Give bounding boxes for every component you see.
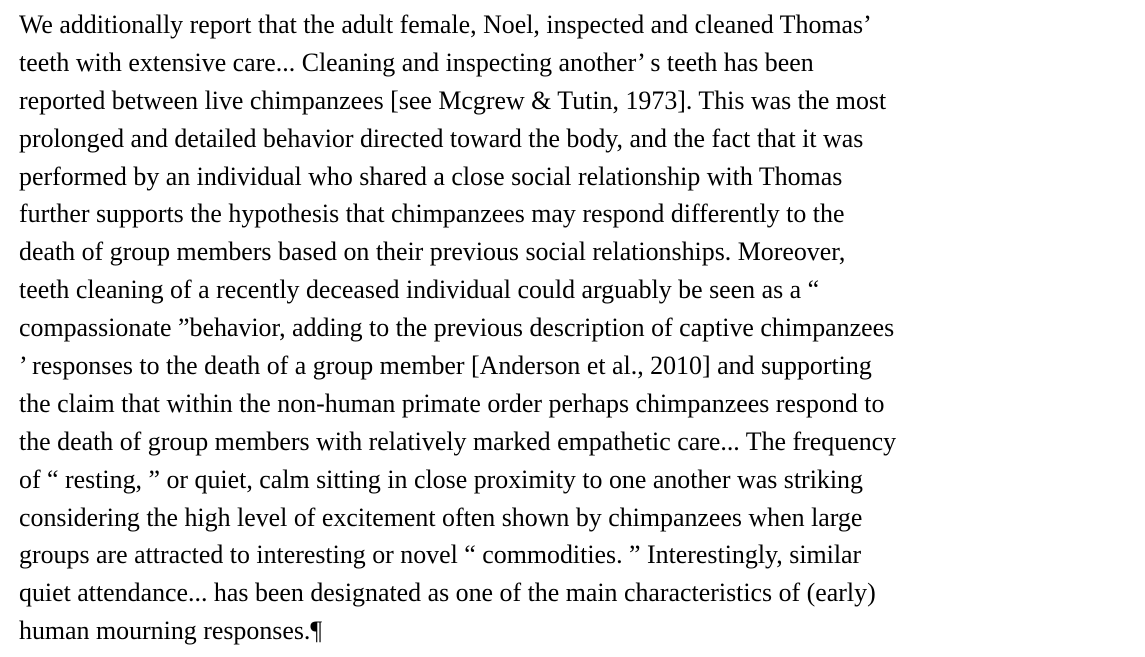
last-line-text: human mourning responses. <box>19 616 311 646</box>
last-text-line <box>19 612 1137 650</box>
paragraph[interactable] <box>19 6 1141 650</box>
text-line: of “ resting, ” or quiet, calm sitting in close proximity to one another was striking <box>19 464 863 494</box>
text-line: ’ responses to the death of a group member [Anderson et al., 2010] and supporting <box>19 351 872 381</box>
text-line: quiet attendance... has been designated as one of the main characteristics of (early) <box>19 578 876 608</box>
text-line: We additionally report that the adult female, Noel, inspected and cleaned Thomas’ <box>19 10 872 39</box>
text-line: prolonged and detailed behavior directed toward the body, and the fact that it was <box>19 123 864 153</box>
text-line: performed by an individual who shared a close social relationship with Thomas <box>19 161 843 191</box>
text-line: teeth with extensive care... Cleaning and inspecting another’ s teeth has been <box>19 47 814 77</box>
text-line: compassionate ”behavior, adding to the previous description of captive chimpanzees <box>19 313 895 343</box>
text-line: death of group members based on their previous social relationships. Moreover, <box>19 237 846 267</box>
text-line: teeth cleaning of a recently deceased individual could arguably be seen as a “ <box>19 275 820 305</box>
text-line: reported between live chimpanzees [see Mcgrew & Tutin, 1973]. This was the most <box>19 85 887 115</box>
text-line: further supports the hypothesis that chimpanzees may respond differently to the <box>19 199 845 229</box>
text-line: the claim that within the non-human primate order perhaps chimpanzees respond to <box>19 388 885 418</box>
text-line: the death of group members with relatively marked empathetic care... The frequency <box>19 426 897 456</box>
text-line: considering the high level of excitement often shown by chimpanzees when large <box>19 502 863 532</box>
paragraph-mark-icon: ¶ <box>310 616 323 646</box>
text-line: groups are attracted to interesting or novel “ commodities. ” Interestingly, similar <box>19 540 862 570</box>
